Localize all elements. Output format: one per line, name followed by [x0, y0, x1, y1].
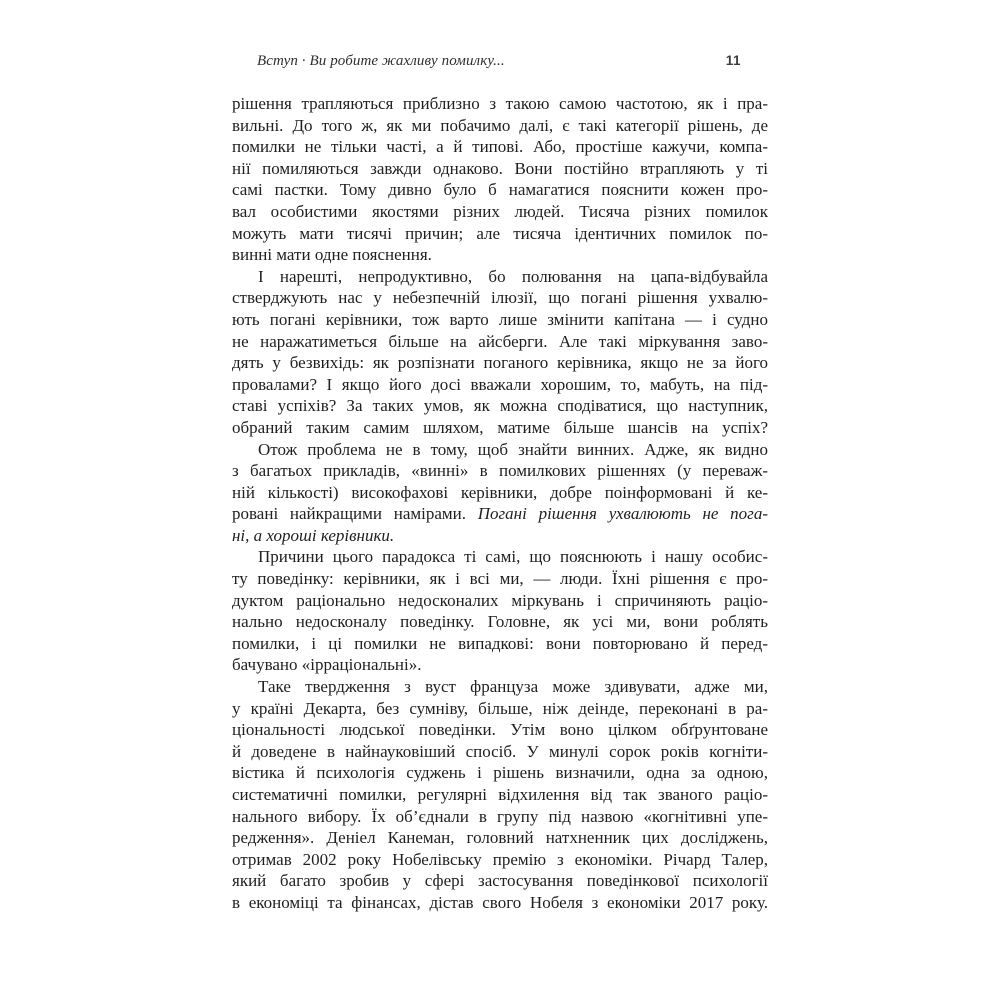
- text-line: [232, 676, 768, 698]
- text-line: [232, 482, 768, 504]
- text-segment: дять у безвихідь: як розпізнати поганого керівника, якщо не за його: [232, 353, 768, 373]
- text-segment: отримав 2002 року Нобелівську премію з економіки. Річард Талер,: [232, 849, 768, 869]
- text-segment: не наражатиметься більше на айсберги. Але такі міркування заво-: [232, 331, 768, 351]
- text-line: [232, 460, 768, 482]
- page-body: [232, 93, 768, 914]
- text-line: [232, 201, 768, 223]
- text-segment: можуть мати тисячі причин; але тисяча ідентичних помилок по-: [232, 223, 768, 243]
- text-line: [232, 179, 768, 201]
- text-line: [232, 244, 768, 266]
- text-segment: в економіці та фінансах, дістав свого Нобеля з економіки 2017 року.: [232, 892, 768, 912]
- italic-text-segment: ні, а хороші керівники.: [232, 525, 395, 545]
- text-line: [232, 849, 768, 871]
- text-segment: ту поведінку: керівники, як і всі ми, — люди. Їхні рішення є про-: [232, 569, 768, 589]
- text-line: [232, 827, 768, 849]
- text-line: [232, 223, 768, 245]
- text-segment: Причини цього парадокса ті самі, що пояснюють і нашу особис-: [258, 547, 768, 567]
- text-segment: й доведене в найнауковіший спосіб. У минулі сорок років когніти-: [232, 741, 768, 761]
- text-line: [232, 93, 768, 115]
- text-line: [232, 352, 768, 374]
- text-segment: ній кількості) високофахові керівники, добре поінформовані й ке-: [232, 482, 768, 502]
- text-segment: провалами? І якщо його досі вважали хорошим, то, мабуть, на під-: [232, 374, 768, 394]
- text-segment: редження». Деніел Канеман, головний натхненник цих досліджень,: [232, 828, 768, 848]
- text-segment: який багато зробив у сфері застосування поведінкової психології: [232, 871, 768, 891]
- text-segment: ціональності людської поведінки. Утім воно цілком обґрунтоване: [232, 720, 768, 740]
- text-line: [232, 719, 768, 741]
- text-segment: самі пастки. Тому дивно було б намагатися пояснити кожен про-: [232, 180, 768, 200]
- text-line: [232, 633, 768, 655]
- paragraph: [232, 676, 768, 914]
- text-line: [232, 654, 768, 676]
- text-line: [232, 568, 768, 590]
- text-line: [232, 287, 768, 309]
- text-segment: обраний таким самим шляхом, матиме більше шансів на успіх?: [232, 417, 768, 437]
- text-segment: ють погані керівники, тож варто лише змінити капітана — і судно: [232, 309, 768, 329]
- text-line: [232, 741, 768, 763]
- paragraph: [232, 439, 768, 547]
- text-segment: помилки, і ці помилки не випадкові: вони повторювано й перед-: [232, 633, 768, 653]
- running-head: [232, 53, 768, 69]
- text-line: [232, 309, 768, 331]
- text-segment: з багатьох прикладів, «винні» в помилкових рішеннях (у переваж-: [232, 461, 768, 481]
- text-line: [232, 870, 768, 892]
- text-segment: систематичні помилки, регулярні відхилення від так званого раціо-: [232, 785, 768, 804]
- text-segment: стверджують нас у небезпечній ілюзії, що погані рішення ухвалю-: [232, 288, 768, 308]
- text-line: [232, 590, 768, 612]
- text-line: [232, 136, 768, 158]
- page-number: 11: [725, 53, 741, 68]
- text-line: [232, 395, 768, 417]
- running-head-title: Вступ · Ви робите жахливу помилку...: [257, 53, 505, 69]
- text-line: [232, 331, 768, 353]
- text-line: [232, 158, 768, 180]
- text-segment: нії помиляються завжди однаково. Вони постійно втрапляють у ті: [232, 158, 768, 178]
- text-line: [232, 417, 768, 439]
- text-segment: ровані найкращими намірами.: [232, 504, 478, 524]
- paragraph: [232, 546, 768, 676]
- text-segment: винні мати одне пояснення.: [232, 245, 432, 265]
- text-line: [232, 266, 768, 288]
- paragraph: [232, 266, 768, 439]
- text-segment: І нарешті, непродуктивно, бо полювання на цапа-відбувайла: [258, 266, 768, 286]
- text-segment: вильні. До того ж, як ми побачимо далі, є такі категорії рішень, де: [232, 115, 768, 135]
- text-segment: вістика й психологія суджень і рішень визначили, одна за одною,: [232, 763, 768, 783]
- text-line: [232, 698, 768, 720]
- text-segment: нального вибору. Їх об’єднали в групу під назвою «когнітивні упе-: [232, 806, 768, 826]
- text-segment: дуктом раціонально недосконалих міркувань і спричиняють раціо-: [232, 590, 768, 610]
- text-segment: Отож проблема не в тому, щоб знайти винних. Адже, як видно: [258, 439, 768, 459]
- text-line: [232, 762, 768, 784]
- text-line: [232, 611, 768, 633]
- text-segment: помилки не тільки часті, а й типові. Або, простіше кажучи, компа-: [232, 137, 768, 157]
- text-line: [232, 546, 768, 568]
- text-block: [232, 0, 768, 914]
- italic-text-segment: Погані рішення ухвалюють не пога-: [477, 504, 768, 524]
- text-segment: бачувано «ірраціональні».: [232, 655, 422, 675]
- text-segment: нально недосконалу поведінку. Головне, як усі ми, вони роблять: [232, 612, 768, 632]
- text-line: [232, 806, 768, 828]
- paragraph: [232, 93, 768, 266]
- text-line: [232, 503, 768, 525]
- text-segment: у країні Декарта, без сумніву, більше, ніж деінде, переконані в ра-: [232, 698, 768, 718]
- text-line: [232, 374, 768, 396]
- text-segment: ставі успіхів? За таких умов, як можна сподіватися, що наступник,: [232, 396, 768, 416]
- text-line: [232, 784, 768, 806]
- text-line: [232, 439, 768, 461]
- text-line: [232, 892, 768, 914]
- text-line: [232, 525, 768, 547]
- text-line: [232, 115, 768, 137]
- text-segment: рішення трапляються приблизно з такою самою частотою, як і пра-: [232, 94, 768, 113]
- text-segment: вал особистими якостями різних людей. Тисяча різних помилок: [232, 201, 768, 221]
- text-segment: Таке твердження з вуст француза може здивувати, адже ми,: [258, 677, 768, 697]
